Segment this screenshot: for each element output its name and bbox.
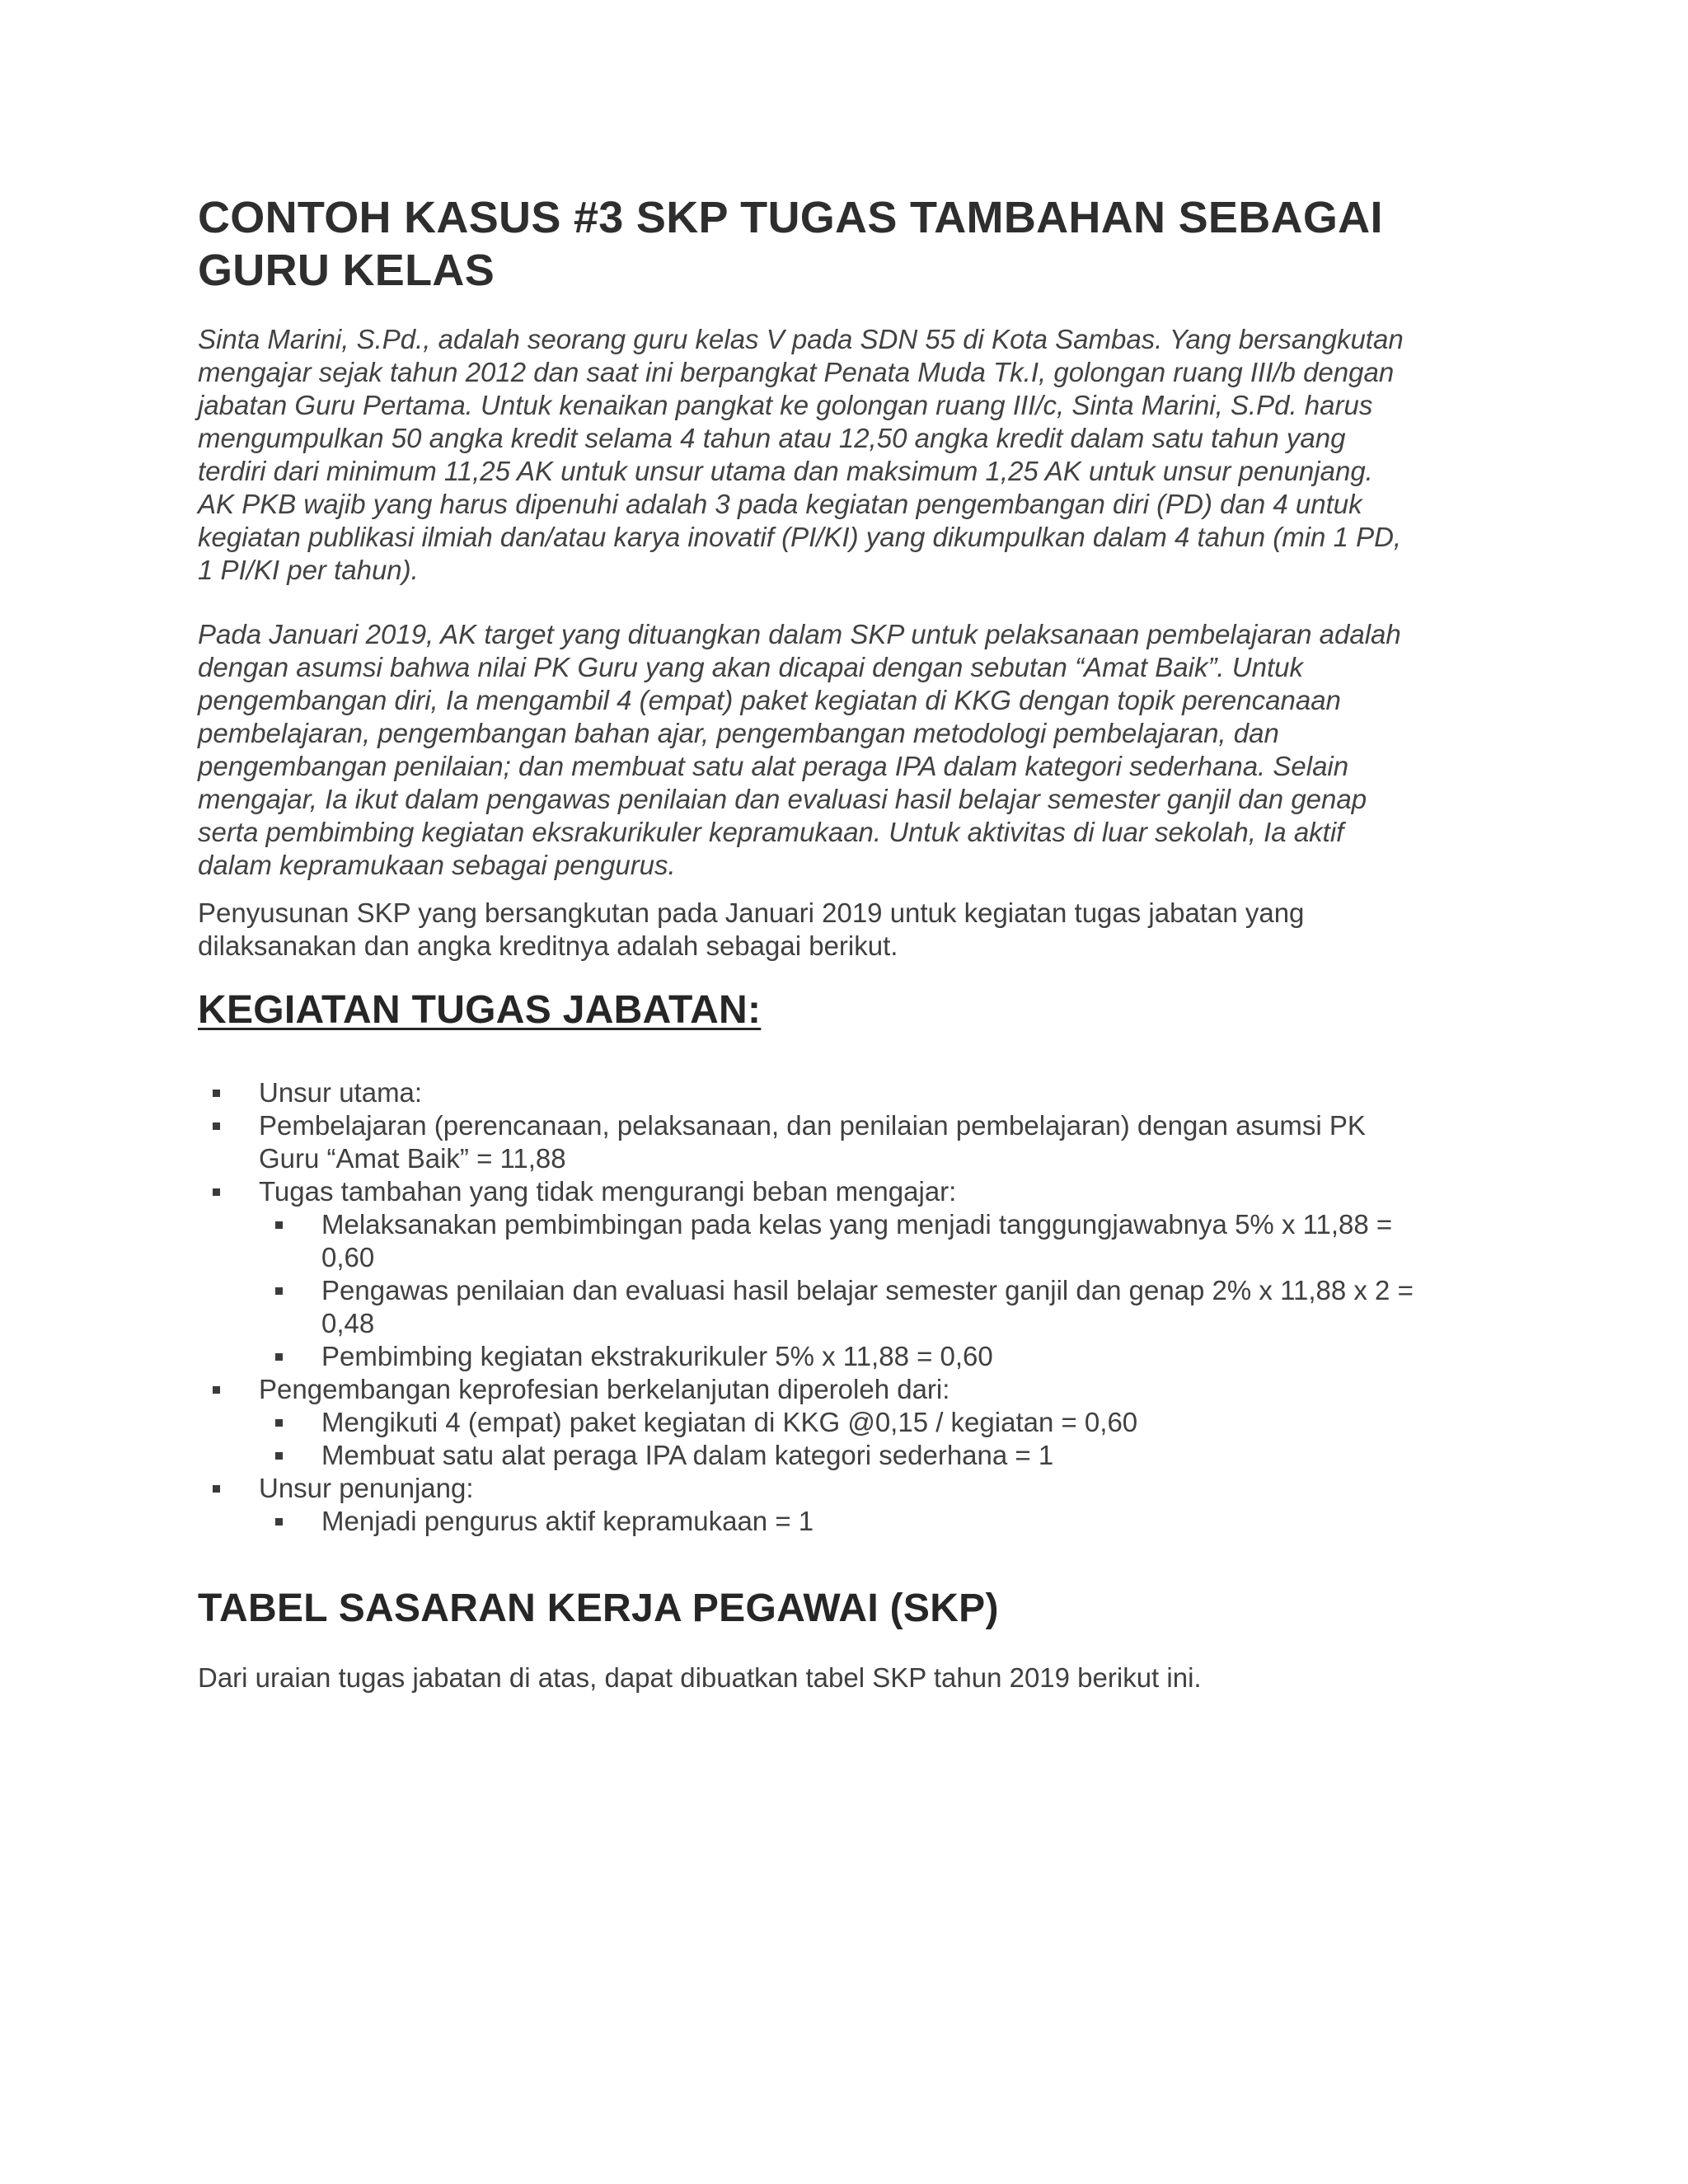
target-line: Pada Januari 2019, AK target yang dituangkan dalam SKP untuk pelaksanaan pembelajaran adalah [198, 619, 1401, 649]
intro-line: kegiatan publikasi ilmiah dan/atau karya inovatif (PI/KI) yang dikumpulkan dalam 4 tahun (min 1 PD, [198, 522, 1402, 552]
penyusunan-line: Penyusunan SKP yang bersangkutan pada Januari 2019 untuk kegiatan tugas jabatan yang [198, 898, 1305, 928]
list-item-text: Mengikuti 4 (empat) paket kegiatan di KKG @0,15 / kegiatan = 0,60 [321, 1407, 1138, 1437]
kegiatan-heading: KEGIATAN TUGAS JABATAN: [198, 988, 762, 1032]
list-item-text: Tugas tambahan yang tidak mengurangi beban mengajar: [259, 1176, 957, 1207]
target-line: dalam kepramukaan sebagai pengurus. [198, 850, 676, 880]
sub-list-item [259, 1340, 1517, 1373]
square-bullet-icon [213, 1090, 220, 1097]
square-bullet-icon [275, 1353, 283, 1361]
square-bullet-icon [213, 1485, 220, 1493]
list-item-text: Menjadi pengurus aktif kepramukaan = 1 [321, 1506, 814, 1536]
sub-list-item [259, 1439, 1517, 1472]
target-line: pengembangan diri, Ia mengambil 4 (empat) paket kegiatan di KKG dengan topik perencanaan [198, 685, 1341, 715]
sub-list [259, 1406, 1517, 1472]
intro-line: AK PKB wajib yang harus dipenuhi adalah 3 pada kegiatan pengembangan diri (PD) dan 4 untuk [198, 489, 1362, 519]
list-item-line: Pembelajaran (perencanaan, pelaksanaan, dan penilaian pembelajaran) dengan asumsi PK [259, 1110, 1366, 1141]
target-line: pengembangan penilaian; dan membuat satu alat peraga IPA dalam kategori sederhana. Selain [198, 751, 1349, 781]
list-item-text [321, 1208, 1517, 1274]
sub-list-item [259, 1208, 1517, 1274]
list-item-text [321, 1340, 1517, 1373]
tabel-skp-heading: TABEL SASARAN KERJA PEGAWAI (SKP) [198, 1586, 999, 1630]
intro-line: 1 PI/KI per tahun). [198, 555, 419, 585]
list-item-line: Guru “Amat Baik” = 11,88 [259, 1143, 566, 1174]
square-bullet-icon [213, 1188, 220, 1196]
intro-line: Sinta Marini, S.Pd., adalah seorang guru kelas V pada SDN 55 di Kota Sambas. Yang bersangkutan [198, 324, 1404, 354]
square-bullet-icon [213, 1122, 220, 1130]
sub-list-item [259, 1274, 1517, 1340]
list-item-text [321, 1274, 1517, 1340]
intro-line: mengumpulkan 50 angka kredit selama 4 tahun atau 12,50 angka kredit dalam satu tahun yang [198, 423, 1346, 453]
square-bullet-icon [275, 1419, 283, 1427]
kegiatan-list [198, 1076, 1517, 1538]
sub-list [259, 1505, 1517, 1538]
intro-line: jabatan Guru Pertama. Untuk kenaikan pangkat ke golongan ruang III/c, Sinta Marini, S.Pd. harus [198, 390, 1373, 420]
square-bullet-icon [275, 1452, 283, 1460]
intro-line: mengajar sejak tahun 2012 dan saat ini berpangkat Penata Muda Tk.I, golongan ruang III/b dengan [198, 357, 1395, 387]
title-line-1: CONTOH KASUS #3 SKP TUGAS TAMBAHAN SEBAGAI [198, 193, 1383, 242]
square-bullet-icon [275, 1287, 283, 1295]
list-item-line: 0,60 [321, 1242, 375, 1272]
list-item [198, 1373, 1517, 1472]
list-item [198, 1175, 1517, 1373]
penyusunan-line: dilaksanakan dan angka kreditnya adalah sebagai berikut. [198, 930, 898, 961]
square-bullet-icon [275, 1221, 283, 1229]
sub-list [259, 1208, 1517, 1373]
document-page [198, 191, 1517, 1694]
intro-line: terdiri dari minimum 11,25 AK untuk unsur utama dan maksimum 1,25 AK untuk unsur penunjang. [198, 456, 1373, 486]
list-item [198, 1109, 1517, 1175]
penyusunan-paragraph [198, 897, 1517, 963]
closing-paragraph: Dari uraian tugas jabatan di atas, dapat dibuatkan tabel SKP tahun 2019 berikut ini. [198, 1662, 1202, 1693]
list-item-line: Pengawas penilaian dan evaluasi hasil belajar semester ganjil dan genap 2% x 11,88 x 2 = [321, 1275, 1414, 1305]
target-line: serta pembimbing kegiatan eksrakurikuler kepramukaan. Untuk aktivitas di luar sekolah, Ia aktif [198, 817, 1344, 847]
target-paragraph [198, 618, 1517, 882]
intro-paragraph [198, 323, 1517, 587]
list-item [198, 1076, 1517, 1109]
list-item [198, 1472, 1517, 1538]
sub-list-item [259, 1406, 1517, 1439]
square-bullet-icon [213, 1386, 220, 1394]
list-item-text: Unsur utama: [259, 1077, 423, 1108]
list-item-text [259, 1109, 1517, 1175]
list-item-line: 0,48 [321, 1308, 375, 1338]
list-item-line: Melaksanakan pembimbingan pada kelas yang menjadi tanggungjawabnya 5% x 11,88 = [321, 1209, 1393, 1240]
document-title [198, 191, 1517, 297]
target-line: pembelajaran, pengembangan bahan ajar, pengembangan metodologi pembelajaran, dan [198, 718, 1279, 748]
list-item-text: Membuat satu alat peraga IPA dalam kategori sederhana = 1 [321, 1440, 1054, 1470]
target-line: mengajar, Ia ikut dalam pengawas penilaian dan evaluasi hasil belajar semester ganjil dan genap [198, 784, 1367, 814]
sub-list-item [259, 1505, 1517, 1538]
list-item-text: Pengembangan keprofesian berkelanjutan diperoleh dari: [259, 1374, 950, 1404]
title-line-2: GURU KELAS [198, 246, 495, 295]
list-item-text: Unsur penunjang: [259, 1473, 474, 1503]
target-line: dengan asumsi bahwa nilai PK Guru yang akan dicapai dengan sebutan “Amat Baik”. Untuk [198, 652, 1303, 682]
square-bullet-icon [275, 1518, 283, 1526]
list-item-line: Pembimbing kegiatan ekstrakurikuler 5% x 11,88 = 0,60 [321, 1341, 993, 1371]
